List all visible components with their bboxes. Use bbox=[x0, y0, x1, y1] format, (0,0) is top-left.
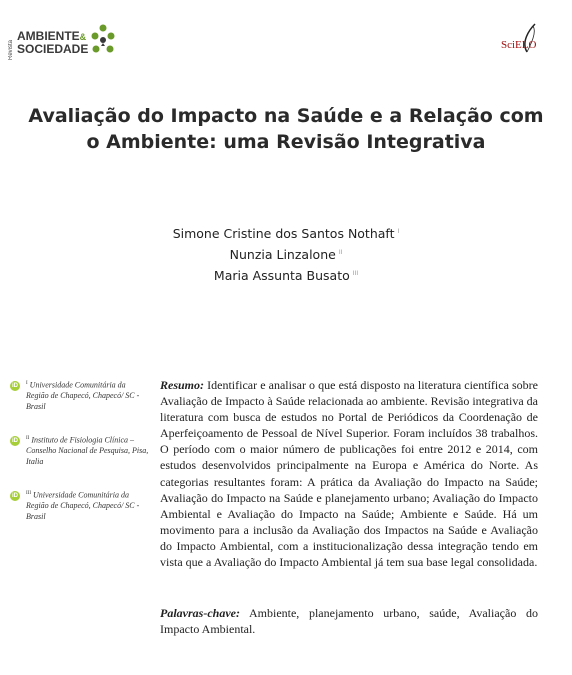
author bbox=[0, 243, 572, 264]
scielo-logo[interactable] bbox=[497, 22, 557, 56]
author bbox=[0, 222, 572, 243]
affiliation-name: Instituto de Fisiologia Clínica – Conselho Nacional de Pesquisa, Pisa, Italia bbox=[26, 435, 149, 466]
author bbox=[0, 264, 572, 285]
affiliation bbox=[10, 379, 150, 412]
journal-logo[interactable] bbox=[8, 22, 116, 60]
affiliation-list bbox=[10, 379, 150, 544]
affiliation bbox=[10, 434, 150, 467]
author-affil-mark: II bbox=[338, 249, 343, 257]
affiliation-mark: I bbox=[26, 381, 28, 386]
recycle-people-icon bbox=[90, 24, 116, 56]
logo-ampersand: & bbox=[79, 32, 87, 42]
abstract-label: Resumo: bbox=[160, 378, 205, 392]
affiliation bbox=[10, 489, 150, 522]
affiliation-name: Universidade Comunitária da Região de Chapecó, Chapecó/ SC - Brasil bbox=[26, 490, 140, 521]
affiliation-text bbox=[26, 489, 150, 522]
article-title: Avaliação do Impacto na Saúde e a Relação com o Ambiente: uma Revisão Integrativa bbox=[28, 105, 544, 153]
keywords-label: Palavras-chave: bbox=[160, 606, 240, 620]
logo-line1: AMBIENTE bbox=[17, 29, 80, 43]
author-affil-mark: I bbox=[397, 228, 400, 235]
orcid-icon[interactable]: iD bbox=[12, 493, 18, 500]
orcid-icon[interactable]: iD bbox=[12, 438, 18, 445]
author-name[interactable]: Simone Cristine dos Santos Nothaft bbox=[172, 226, 395, 242]
keywords-text: Ambiente, planejamento urbano, saúde, Avaliação do Impacto Ambiental. bbox=[160, 606, 538, 637]
orcid-icon[interactable]: iD bbox=[12, 383, 18, 389]
affiliation-text bbox=[26, 379, 150, 412]
affiliation-text bbox=[26, 434, 150, 467]
journal-header bbox=[0, 0, 572, 80]
author-name[interactable]: Nunzia Linzalone bbox=[229, 247, 336, 263]
scielo-text: SciELO bbox=[501, 39, 537, 51]
abstract bbox=[160, 377, 538, 570]
author-affil-mark: III bbox=[352, 270, 359, 278]
affiliation-mark: II bbox=[26, 436, 30, 442]
logo-revista-text: Revista bbox=[8, 39, 14, 60]
keywords bbox=[160, 605, 538, 637]
logo-line2: SOCIEDADE bbox=[17, 42, 89, 56]
logo-names bbox=[17, 22, 88, 55]
affiliation-name: Universidade Comunitária da Região de Chapecó, Chapecó/ SC - Brasil bbox=[26, 380, 140, 411]
author-name[interactable]: Maria Assunta Busato bbox=[213, 268, 350, 284]
author-list bbox=[0, 222, 572, 285]
affiliation-mark: III bbox=[26, 491, 31, 497]
abstract-text: Identificar e analisar o que está disposto na literatura científica sobre Avaliação de Impacto à Saúde relacionada ao ambiente. Revisão integrativa da literatura com busca de estudos no Portal de Periódicos da Coordenação de Aperfeiçoamento de Pessoal de Nível Superior. Foram incluídos 38 trabalhos. O período com o maior número de publicações foi entre 2012 e 2014, com estudos desenvolvidos principalmente na Europa e América do Norte. As categorias resultantes foram: A prática da Avaliação do Impacto na Saúde; Avaliação do Impacto na Saúde e planejamento urbano; Avaliação do Impacto Ambiental e Avaliação do Impacto na Saúde; Ambiente e Saúde. Há um movimento para a inclusão da Avaliação dos Impactos na Saúde e Avaliação do Impacto Ambiental, com a institucionalização dessa integração tendo em vista que a Avaliação do Impacto Ambiental já tem sua base legal consolidada. bbox=[160, 378, 539, 570]
